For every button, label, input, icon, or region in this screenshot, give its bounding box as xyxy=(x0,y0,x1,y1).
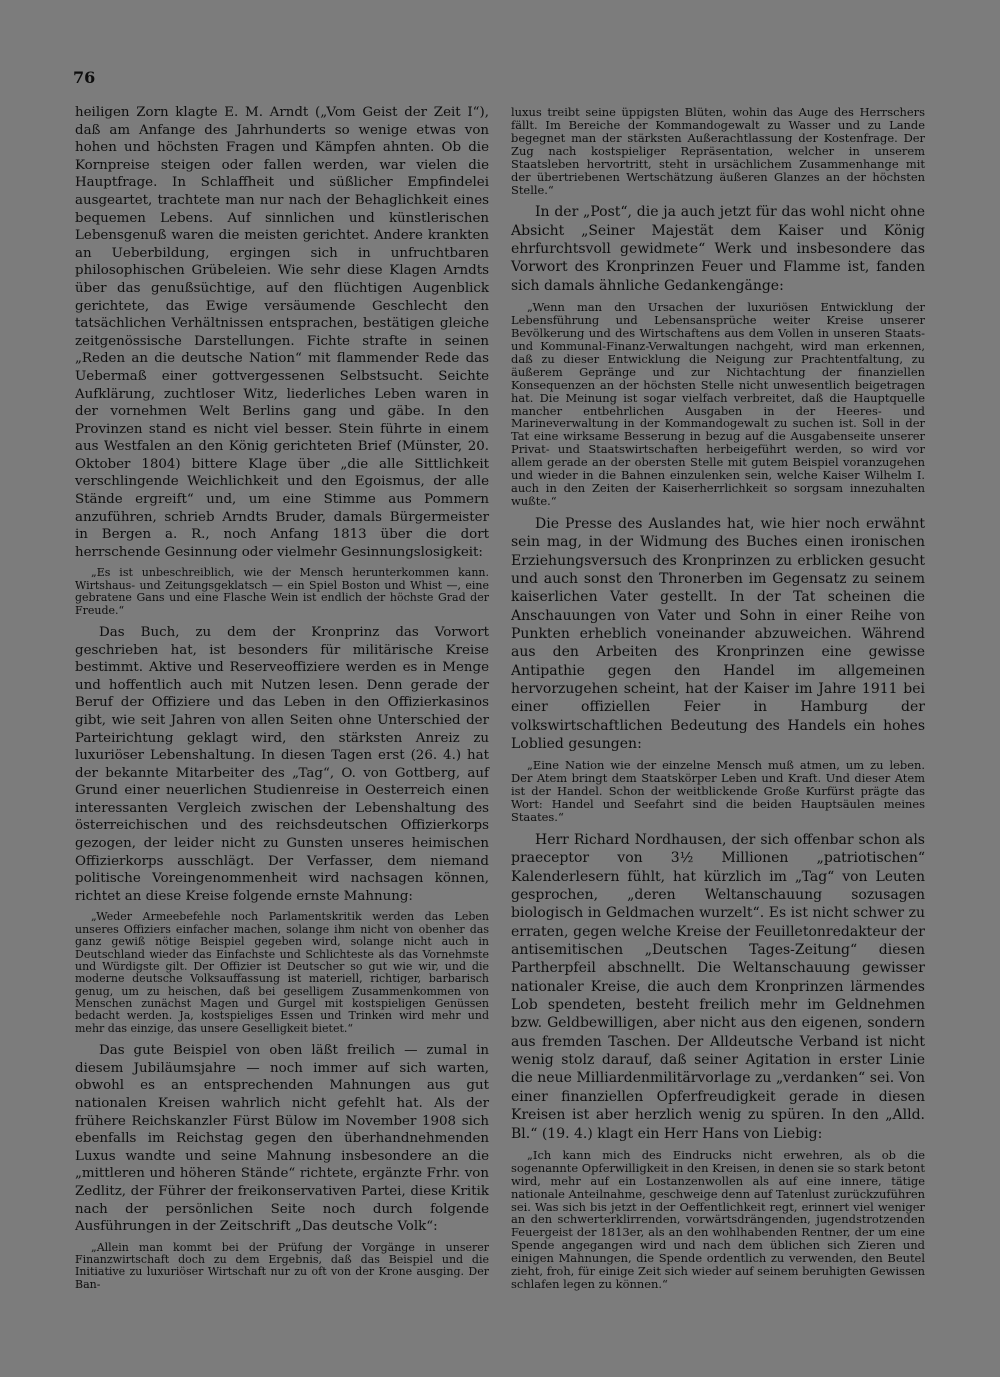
paragraph: heiligen Zorn klagte E. M. Arndt („Vom Geist der Zeit I“), daß am Anfange des Jahrhunderts so wenige etwas von hohen und höchsten Fragen und Kämpfen ahnten. Ob die Kornpreise steigen oder fallen werden, war vielen die Hauptfrage. In Schlaffheit und süßlicher Empfindelei ausgeartet, trachtete man nur nach der Behaglichkeit eines bequemen Lebens. Auf sinnlichen und künstlerischen Lebensgenuß waren die meisten gerichtet. Andere krankten an Ueberbildung, ergingen sich in unfruchtbaren philosophischen Grübeleien. Wie sehr diese Klagen Arndts über das genußsüchtige, auf den flüchtigen Augenblick gerichtete, das Ewige versäumende Geschlecht den tatsächlichen Verhältnissen entsprachen, bestätigen gleiche zeitgenössische Darstellungen. Fichte strafte in seinen „Reden an die deutsche Nation“ mit flammender Rede das Uebermaß einer gottvergessenen Selbstsucht. Seichte Aufklärung, zuchtloser Witz, liederliches Leben waren in der vornehmen Welt Berlins gang und gäbe. In den Provinzen stand es nicht viel besser. Stein führte in einem aus Westfalen an den König gerichteten Brief (Münster, 20. Oktober 1804) bittere Klage über „die alle Sittlichkeit verschlingende Weichlichkeit und den Egoismus, der alle Stände ergreift“ und, um eine Stimme aus Pommern anzuführen, schrieb Arndts Bruder, damals Bürgermeister in Bergen a. R., noch Anfang 1813 über die dort herrschende Gesinnung oder vielmehr Gesinnungslosigkeit: xyxy=(75,105,489,560)
page-number: 76 xyxy=(73,68,96,87)
right-column xyxy=(511,106,925,1298)
left-column xyxy=(75,104,489,1298)
paragraph: Das gute Beispiel von oben läßt freilich — zumal in diesem Jubiläumsjahre — noch immer auf sich warten, obwohl es an entsprechenden Mahnungen aus gut nationalen Kreisen wahrlich nicht gefehlt hat. Als der frühere Reichskanzler Fürst Bülow im November 1908 sich ebenfalls im Reichstag gegen den überhandnehmenden Luxus wandte und seine Mahnung insbesondere an die „mittleren und höheren Stände“ richtete, ergänzte Frhr. von Zedlitz, der Führer der freikonservativen Partei, diese Kritik nach der persönlichen Seite noch durch folgende Ausführungen in der Zeitschrift „Das deutsche Volk“: xyxy=(75,1043,489,1235)
quote-block: „Eine Nation wie der einzelne Mensch muß atmen, um zu leben. Der Atem bringt dem Staatskörper Leben und Kraft. Und dieser Atem ist der Handel. Schon der weitblickende Große Kurfürst prägte das Wort: Handel und Seefahrt sind die beiden Hauptsäulen meines Staates.“ xyxy=(511,758,925,825)
quote-block: „Ich kann mich des Eindrucks nicht erwehren, als ob die sogenannte Opferwilligkeit in den Kreisen, in denen sie so stark betont wird, mehr auf ein Lostanzenwollen als auf eine innere, tätige nationale Anteilnahme, geschweige denn auf Tatenlust zurückzuführen sei. Was sich bis jetzt in der Oeffentlichkeit regt, erinnert viel weniger an den schwerterklirrenden, vorwärtsdrängenden, jugendstrotzenden Feuergeist der 1813er, als an den wohlhabenden Rentner, der um eine Spende angegangen wird und nach dem üblichen sich Zieren und einigen Mahnungen, die Spende ordentlich zu verwenden, den Beutel zieht, froh, für einige Zeit sich wieder auf seinem beruhigten Gewissen schlafen legen zu können.“ xyxy=(511,1147,925,1292)
paragraph: Die Presse des Auslandes hat, wie hier noch erwähnt sein mag, in der Widmung des Buches einen ironischen Erziehungsversuch des Kronprinzen zu erblicken gesucht und auch sonst den Thronerben im Gegensatz zu seinem kaiserlichen Vater gestellt. In der Tat scheinen die Anschauungen von Vater und Sohn in einer Reihe von Punkten erheblich voneinander abzuweichen. Während aus den Arbeiten des Kronprinzen eine gewisse Antipathie gegen den Handel im allgemeinen hervorzugehen scheint, hat der Kaiser im Jahre 1911 bei einer offiziellen Feier in Hamburg der volkswirtschaftlichen Bedeutung des Handels ein hohes Loblied gesungen: xyxy=(511,515,925,753)
quote-block: „Es ist unbeschreiblich, wie der Mensch herunterkommen kann. Wirtshaus- und Zeitungsgeklatsch — ein Spiel Boston und Whist —, eine gebratene Gans und eine Flasche Wein ist endlich der höchste Grad der Freude.“ xyxy=(75,566,489,617)
paragraph: Herr Richard Nordhausen, der sich offenbar schon als praeceptor von 3½ Millionen „patriotischen“ Kalenderlesern fühlt, hat kürzlich im „Tag“ von Leuten gesprochen, „deren Weltanschauung sozusagen biologisch in Geldmachen wurzelt“. Es ist nicht schwer zu erraten, gegen welche Kreise der Feuilletonredakteur der antisemitischen „Deutschen Tages-Zeitung“ diesen Partherpfeil abschnellt. Die Weltanschauung gewisser nationaler Kreise, die auch dem Kronprinzen lärmendes Lob spendeten, besteht freilich mehr im Geldnehmen bzw. Geldbewilligen, aber nicht aus den eigenen, sondern aus fremden Taschen. Der Alldeutsche Verband ist nicht wenig stolz darauf, daß seiner Agitation in erster Linie die neue Milliardenmilitärvorlage zu „verdanken“ sei. Von einer finanziellen Opferfreudigkeit gerade in diesen Kreisen ist aber herzlich wenig zu spüren. In den „Alld. Bl.“ (19. 4.) klagt ein Herr Hans von Liebig: xyxy=(511,832,925,1142)
paragraph: Das Buch, zu dem der Kronprinz das Vorwort geschrieben hat, ist besonders für militärische Kreise bestimmt. Aktive und Reserveoffiziere werden es in Menge und hoffentlich auch mit Nutzen lesen. Denn gerade der Beruf der Offiziere und das Leben in den Offizierkasinos gibt, wie seit Jahren von allen Seiten ohne Unterschied der Parteirichtung geklagt wird, den stärksten Anreiz zu luxuriöser Lebenshaltung. In diesen Tagen erst (26. 4.) hat der bekannte Mitarbeiter des „Tag“, O. von Gottberg, auf Grund einer neuerlichen Studienreise in Oesterreich einen interessanten Vergleich zwischen der Lebenshaltung des österreichischen und des reichsdeutschen Offizierkorps gezogen, der leider nicht zu Gunsten unseres heimischen Offizierkorps ausschlägt. Der Verfasser, dem niemand politische Voreingenommenheit wird nachsagen können, richtet an diese Kreise folgende ernste Mahnung: xyxy=(75,624,489,904)
quote-block: „Allein man kommt bei der Prüfung der Vorgänge in unserer Finanzwirtschaft doch zu dem Ergebnis, daß das Beispiel und die Initiative zu luxuriöser Wirtschaft nur zu oft von der Krone ausging. Der Ban- xyxy=(75,1240,489,1291)
quote-block: luxus treibt seine üppigsten Blüten, wohin das Auge des Herrschers fällt. Im Bereiche der Kommandogewalt zu Wasser und zu Lande begegnet man der stärksten Außerachtlassung der Kostenfrage. Der Zug nach kostspieliger Repräsentation, welcher in unserem Staatsleben hervortritt, steht in ursächlichem Zusammenhange mit der übertriebenen Wertschätzung äußeren Glanzes an der höchsten Stelle.“ xyxy=(511,105,925,197)
quote-block: „Wenn man den Ursachen der luxuriösen Entwicklung der Lebensführung und Lebensansprüche weiter Kreise unserer Bevölkerung und des Wirtschaftens aus dem Vollen in unseren Staats- und Kommunal-Finanz-Verwaltungen nachgeht, wird man erkennen, daß zu dieser Entwicklung die Neigung zur Prachtentfaltung, zu äußerem Gepränge und zur Nichtachtung der finanziellen Konsequenzen an der höchsten Stelle nicht unwesentlich beigetragen hat. Die Meinung ist sogar vielfach verbreitet, daß die Hauptquelle mancher entbehrlichen Ausgaben in der Heeres- und Marineverwaltung in der Kommandogewalt zu suchen ist. Soll in der Tat eine wirksame Besserung in bezug auf die Ausgabenseite unserer Privat- und Staatswirtschaften herbeigeführt werden, so wird vor allem gerade an der obersten Stelle mit gutem Beispiel voranzugehen und wieder in die Bahnen einzulenken sein, welche Kaiser Wilhelm I. auch in den Zeiten der Kaiserherrlichkeit so sorgsam innezuhalten wußte.“ xyxy=(511,300,925,508)
quote-block: „Weder Armeebefehle noch Parlamentskritik werden das Leben unseres Offiziers einfacher machen, solange ihm nicht von obenher das ganz gewiß nötige Beispiel gegeben wird, solange nicht auch in Deutschland wieder das Einfachste und Schlichteste als das Vornehmste und Würdigste gilt. Der Offizier ist Deutscher so gut wie wir, und die moderne deutsche Volksauffassung ist materiell, richtiger, barbarisch genug, um zu heischen, daß bei geselligem Zusammenkommen von Menschen zunächst Magen und Gurgel mit kostspieligen Genüssen bedacht werden. Ja, kostspieliges Essen und Trinken wird mehr und mehr das einzige, das unsere Geselligkeit bietet.“ xyxy=(75,910,489,1035)
paragraph: In der „Post“, die ja auch jetzt für das wohl nicht ohne Absicht „Seiner Majestät dem Kaiser und König ehrfurchtsvoll gewidmete“ Werk und insbesondere das Vorwort des Kronprinzen Feuer und Flamme ist, fanden sich damals ähnliche Gedankengänge: xyxy=(511,204,925,294)
